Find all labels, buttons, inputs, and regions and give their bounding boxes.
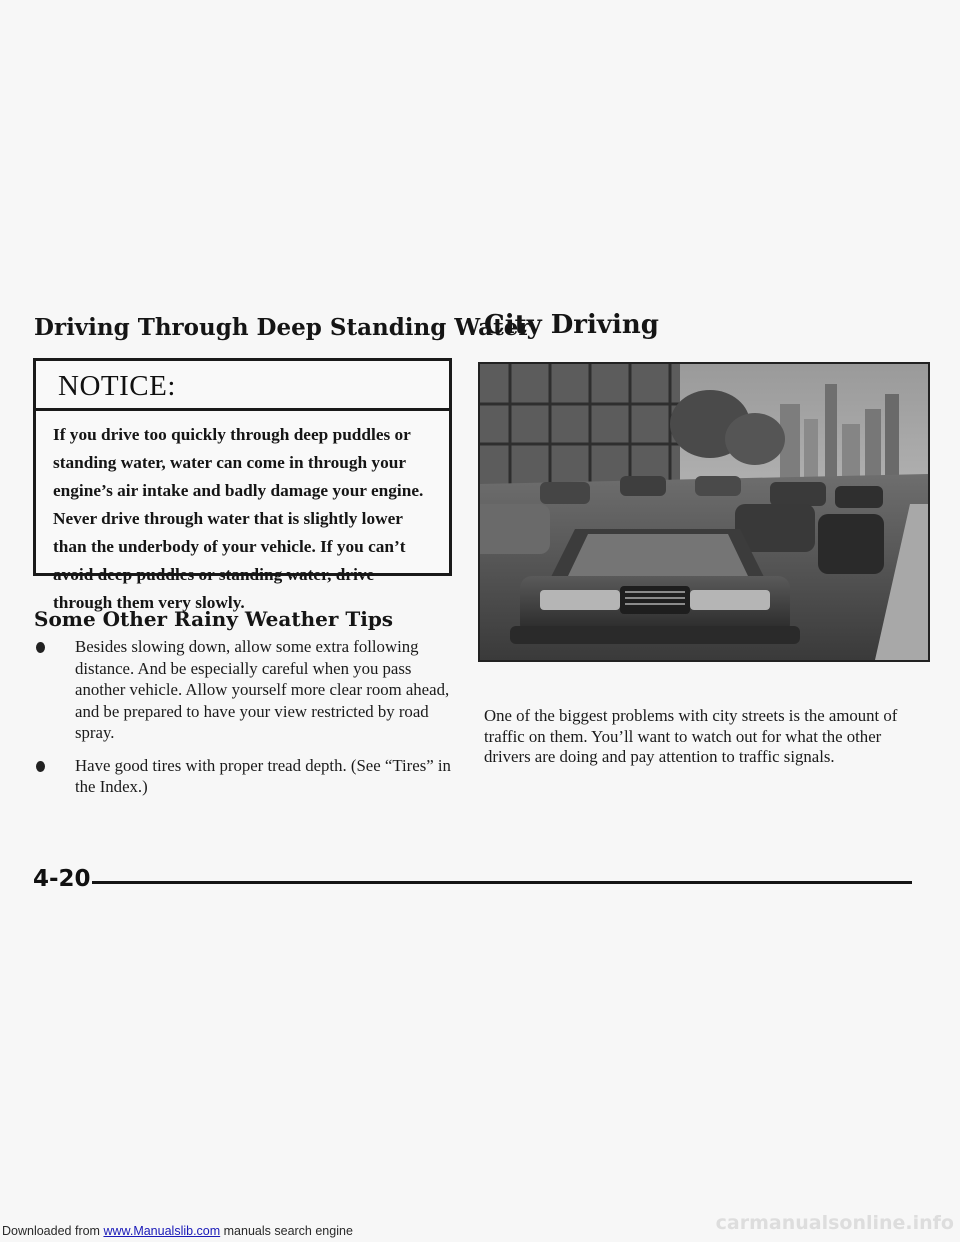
- city-traffic-illustration: [480, 364, 928, 660]
- notice-body: If you drive too quickly through deep puddles or standing water, water can come in through your engine’s air intake and badly damage your engine. Never drive through water that is slightly lower than the underbody of your vehicle. If you can’t avoid deep puddles or standing water, drive through them very slowly.: [53, 425, 424, 612]
- watermark: carmanualsonline.info: [715, 1212, 954, 1234]
- manualslib-link[interactable]: www.Manualslib.com: [103, 1224, 221, 1238]
- banner-prefix: Downloaded from: [2, 1224, 104, 1238]
- bullet-icon: [36, 642, 45, 653]
- subheading-rainy-tips: Some Other Rainy Weather Tips: [34, 607, 394, 631]
- list-item-text: Besides slowing down, allow some extra following distance. And be especially careful when you pass another vehicle. Allow yourself more clear room ahead, and be prepared to have your view restricted by road spray.: [75, 637, 450, 742]
- list-item: [36, 636, 452, 744]
- section-heading-city-driving: City Driving: [484, 310, 659, 340]
- notice-title: NOTICE:: [36, 361, 449, 411]
- page-number: 4-20: [33, 866, 91, 892]
- tips-list: [36, 636, 452, 809]
- list-item: [36, 755, 452, 798]
- banner-suffix: manuals search engine: [220, 1224, 353, 1238]
- bullet-icon: [36, 761, 45, 772]
- city-traffic-photo: [478, 362, 930, 662]
- footer-rule: [92, 881, 912, 884]
- notice-box: [33, 358, 452, 612]
- list-item-text: Have good tires with proper tread depth. (See “Tires” in the Index.): [75, 755, 451, 796]
- section-heading-deep-water: Driving Through Deep Standing Water: [34, 314, 531, 341]
- city-driving-caption: One of the biggest problems with city streets is the amount of traffic on them. You’ll want to watch out for what the other drivers are doing and pay attention to traffic signals.: [484, 706, 898, 766]
